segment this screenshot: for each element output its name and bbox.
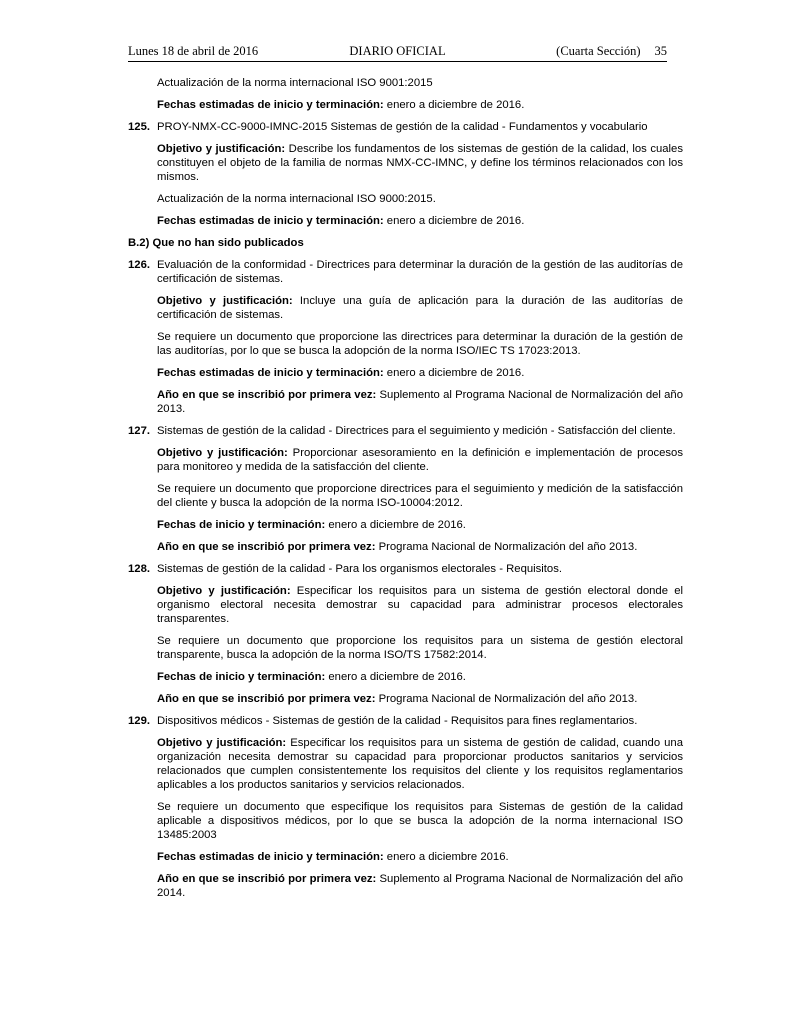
item-title: Evaluación de la conformidad - Directrices para determinar la duración de la gestión de las auditorías de certificación de sistemas. bbox=[157, 259, 683, 285]
field-label: Fechas estimadas de inicio y terminación: bbox=[157, 99, 384, 111]
paragraph bbox=[157, 214, 683, 228]
header-page-number: 35 bbox=[654, 44, 667, 58]
paragraph bbox=[157, 736, 683, 792]
field-label: Fechas de inicio y terminación: bbox=[157, 671, 326, 683]
item-number: 129. bbox=[128, 715, 150, 727]
field-label: Objetivo y justificación: bbox=[157, 447, 288, 459]
field-value: enero a diciembre de 2016. bbox=[383, 367, 525, 379]
field-value: Especificar los requisitos para un sistema de gestión de calidad, cuando una organización necesita demostrar su capacidad para proporcionar productos sanitarios y servicios relacionados que cumplen consistentemente los requisitos del cliente y los requisitos reglamentarios aplicables a los productos sanitarios y servicios relacionados. bbox=[157, 737, 683, 791]
item-125-title bbox=[128, 120, 683, 134]
header-date: Lunes 18 de abril de 2016 bbox=[128, 44, 259, 58]
item-128-title bbox=[128, 562, 683, 576]
field-value: Suplemento al Programa Nacional de Normalización del año 2014. bbox=[157, 873, 683, 899]
field-label: Objetivo y justificación: bbox=[157, 737, 287, 749]
field-value: Suplemento al Programa Nacional de Normalización del año 2013. bbox=[157, 389, 683, 415]
field-value: Especificar los requisitos para un sistema de gestión electoral donde el organismo electoral necesita demostrar su capacidad para administrar procesos electorales transparentes. bbox=[157, 585, 684, 625]
paragraph: Se requiere un documento que especifique los requisitos para Sistemas de gestión de la calidad aplicable a dispositivos médicos, por lo que se busca la adopción de la norma internacional ISO 13485:2003 bbox=[157, 801, 683, 841]
field-value: Programa Nacional de Normalización del año 2013. bbox=[375, 541, 638, 553]
item-129-title bbox=[128, 714, 683, 728]
field-value: Describe los fundamentos de los sistemas de gestión de la calidad, los cuales constituyen el objeto de la familia de normas NMX-CC-IMNC, y define los términos relacionados con los mismos. bbox=[157, 143, 683, 183]
item-number: 125. bbox=[128, 121, 150, 133]
paragraph bbox=[157, 584, 683, 626]
paragraph: Actualización de la norma internacional ISO 9000:2015. bbox=[157, 193, 436, 205]
paragraph bbox=[157, 366, 683, 380]
field-label: Año en que se inscribió por primera vez: bbox=[157, 873, 377, 885]
paragraph bbox=[157, 540, 683, 554]
field-label: Año en que se inscribió por primera vez: bbox=[157, 541, 376, 553]
field-value: enero a diciembre de 2016. bbox=[383, 215, 525, 227]
paragraph bbox=[157, 872, 683, 900]
item-title: Dispositivos médicos - Sistemas de gestión de la calidad - Requisitos para fines reglamentarios. bbox=[157, 715, 638, 727]
header-publication: DIARIO OFICIAL bbox=[349, 44, 446, 58]
item-title: PROY-NMX-CC-9000-IMNC-2015 Sistemas de gestión de la calidad - Fundamentos y vocabulario bbox=[157, 121, 648, 133]
header-rule bbox=[128, 61, 667, 62]
item-number: 126. bbox=[128, 259, 150, 271]
field-value: enero a diciembre de 2016. bbox=[325, 671, 466, 683]
paragraph: Se requiere un documento que proporcione directrices para el seguimiento y medición de la satisfacción del cliente y busca la adopción de la norma ISO-10004:2012. bbox=[157, 483, 683, 509]
paragraph bbox=[157, 142, 683, 184]
paragraph bbox=[157, 446, 683, 474]
field-label: Objetivo y justificación: bbox=[157, 295, 293, 307]
paragraph bbox=[157, 692, 683, 706]
field-label: Año en que se inscribió por primera vez: bbox=[157, 693, 376, 705]
field-value: enero a diciembre de 2016. bbox=[383, 99, 525, 111]
item-title: Sistemas de gestión de la calidad - Directrices para el seguimiento y medición - Satisfacción del cliente. bbox=[157, 425, 676, 437]
item-number: 128. bbox=[128, 563, 150, 575]
paragraph bbox=[157, 294, 683, 322]
header-section: (Cuarta Sección) bbox=[556, 44, 641, 58]
field-value: Incluye una guía de aplicación para la duración de las auditorías de certificación de sistemas. bbox=[157, 295, 683, 321]
field-value: Proporcionar asesoramiento en la definición e implementación de procesos para monitoreo y medida de la satisfacción del cliente. bbox=[157, 447, 683, 473]
page-header bbox=[128, 44, 667, 60]
field-label: Año en que se inscribió por primera vez: bbox=[157, 389, 377, 401]
field-label: Fechas de inicio y terminación: bbox=[157, 519, 326, 531]
field-label: Objetivo y justificación: bbox=[157, 143, 286, 155]
field-value: enero a diciembre de 2016. bbox=[325, 519, 466, 531]
item-number: 127. bbox=[128, 425, 150, 437]
paragraph bbox=[157, 850, 683, 864]
field-label: Fechas estimadas de inicio y terminación: bbox=[157, 367, 384, 379]
paragraph: Se requiere un documento que proporcione las directrices para determinar la duración de la gestión de las auditorías, por lo que se busca la adopción de la norma ISO/IEC TS 17023:2013. bbox=[157, 331, 683, 357]
paragraph bbox=[157, 670, 683, 684]
item-127-title bbox=[128, 424, 683, 438]
paragraph bbox=[157, 388, 683, 416]
section-heading: B.2) Que no han sido publicados bbox=[128, 237, 304, 249]
paragraph bbox=[157, 518, 683, 532]
paragraph: Se requiere un documento que proporcione los requisitos para un sistema de gestión electoral transparente, busca la adopción de la norma ISO/TS 17582:2014. bbox=[157, 635, 683, 661]
field-value: enero a diciembre 2016. bbox=[383, 851, 509, 863]
item-126-title bbox=[128, 258, 683, 286]
paragraph bbox=[157, 98, 683, 112]
field-label: Objetivo y justificación: bbox=[157, 585, 291, 597]
item-title: Sistemas de gestión de la calidad - Para los organismos electorales - Requisitos. bbox=[157, 563, 563, 575]
field-value: Programa Nacional de Normalización del año 2013. bbox=[375, 693, 638, 705]
header-section-page bbox=[556, 44, 667, 59]
paragraph: Actualización de la norma internacional ISO 9001:2015 bbox=[157, 77, 433, 89]
field-label: Fechas estimadas de inicio y terminación: bbox=[157, 851, 384, 863]
document-body bbox=[128, 76, 683, 908]
field-label: Fechas estimadas de inicio y terminación: bbox=[157, 215, 384, 227]
